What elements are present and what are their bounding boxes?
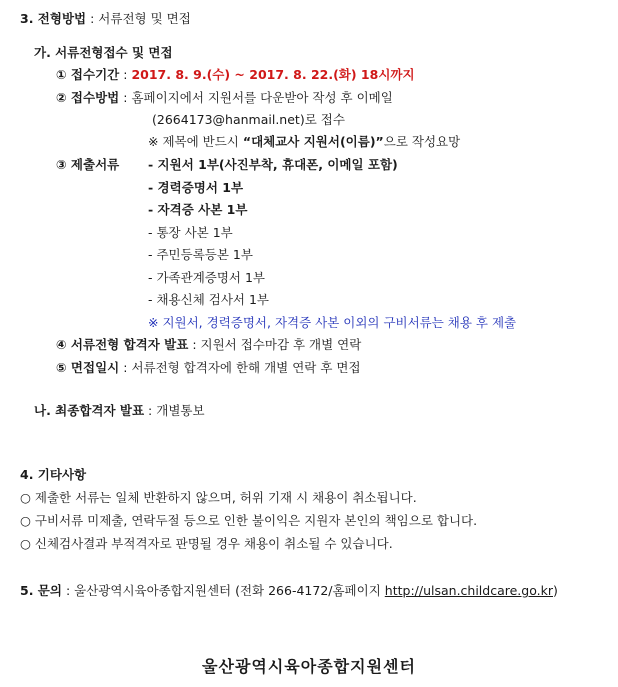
section-3-text: 서류전형 및 면접	[98, 11, 191, 26]
section-3-heading: 3. 전형방법	[20, 11, 87, 26]
method-text: 홈페이지에서 지원서를 다운받아 작성 후 이메일	[131, 90, 393, 105]
period-label: ① 접수기간	[56, 67, 120, 82]
method-email: (2664173@hanmail.net)로 접수	[152, 112, 345, 127]
section-5-separator: :	[65, 583, 71, 598]
method-note-emphasis: “대체교사 지원서(이름)”	[242, 134, 384, 149]
other-item-2: ○ 구비서류 미제출, 연락두절 등으로 인한 불이익은 지원자 본인의 책임으로 합니다.	[20, 513, 478, 528]
docs-item-family: - 가족관계증명서 1부	[148, 270, 266, 285]
docs-item-bankbook: - 통장 사본 1부	[148, 225, 233, 240]
period-line	[56, 66, 415, 84]
interview-label: ⑤ 면접일시	[56, 360, 120, 375]
period-value: 2017. 8. 9.(수) ~ 2017. 8. 22.(화) 18시까지	[131, 67, 415, 82]
subsection-na-value: 개별통보	[156, 403, 205, 418]
method-separator: :	[123, 90, 128, 105]
docs-item-career: - 경력증명서 1부	[148, 180, 244, 195]
subsection-na-label: 나. 최종합격자 발표	[34, 403, 145, 418]
section-5-text: 울산광역시육아종합지원센터 (전화 266-4172/홈페이지	[74, 583, 381, 598]
docs-item-license: - 자격증 사본 1부	[148, 202, 248, 217]
pass-value: 지원서 접수마감 후 개별 연락	[200, 337, 362, 352]
interview-separator: :	[123, 360, 128, 375]
section-5-close: )	[553, 583, 558, 598]
subsection-na-line	[34, 402, 205, 420]
homepage-link[interactable]: http://ulsan.childcare.go.kr	[384, 583, 553, 598]
subsection-ga-heading: 가. 서류전형접수 및 면접	[34, 45, 173, 60]
period-separator: :	[123, 67, 128, 82]
section-5-line	[20, 582, 558, 600]
method-label: ② 접수방법	[56, 90, 120, 105]
pass-line	[56, 336, 361, 354]
section-3-line	[20, 10, 191, 28]
docs-item-health: - 채용신체 검사서 1부	[148, 292, 269, 307]
interview-line	[56, 359, 361, 377]
footer-organization: 울산광역시육아종합지원센터	[202, 657, 416, 676]
other-item-3: ○ 신체검사결과 부적격자로 판명될 경우 채용이 취소될 수 있습니다.	[20, 536, 393, 551]
docs-note: ※ 지원서, 경력증명서, 자격증 사본 이외의 구비서류는 채용 후 제출	[148, 315, 517, 330]
docs-item-application: - 지원서 1부(사진부착, 휴대폰, 이메일 포함)	[148, 157, 398, 172]
section-3-separator: :	[90, 11, 95, 26]
interview-value: 서류전형 합격자에 한해 개별 연락 후 면접	[131, 360, 361, 375]
method-line	[56, 89, 393, 107]
docs-label: ③ 제출서류	[56, 157, 120, 172]
method-note	[148, 133, 460, 151]
section-4-heading: 4. 기타사항	[20, 467, 87, 482]
method-note-prefix: ※ 제목에 반드시	[148, 134, 239, 149]
other-item-1: ○ 제출한 서류는 일체 반환하지 않으며, 허위 기재 시 채용이 취소됩니다.	[20, 490, 417, 505]
section-5-heading: 5. 문의	[20, 583, 62, 598]
docs-item-resident: - 주민등록등본 1부	[148, 247, 253, 262]
pass-separator: :	[192, 337, 197, 352]
pass-label: ④ 서류전형 합격자 발표	[56, 337, 189, 352]
subsection-na-separator: :	[148, 403, 153, 418]
method-note-suffix: 으로 작성요망	[383, 134, 461, 149]
